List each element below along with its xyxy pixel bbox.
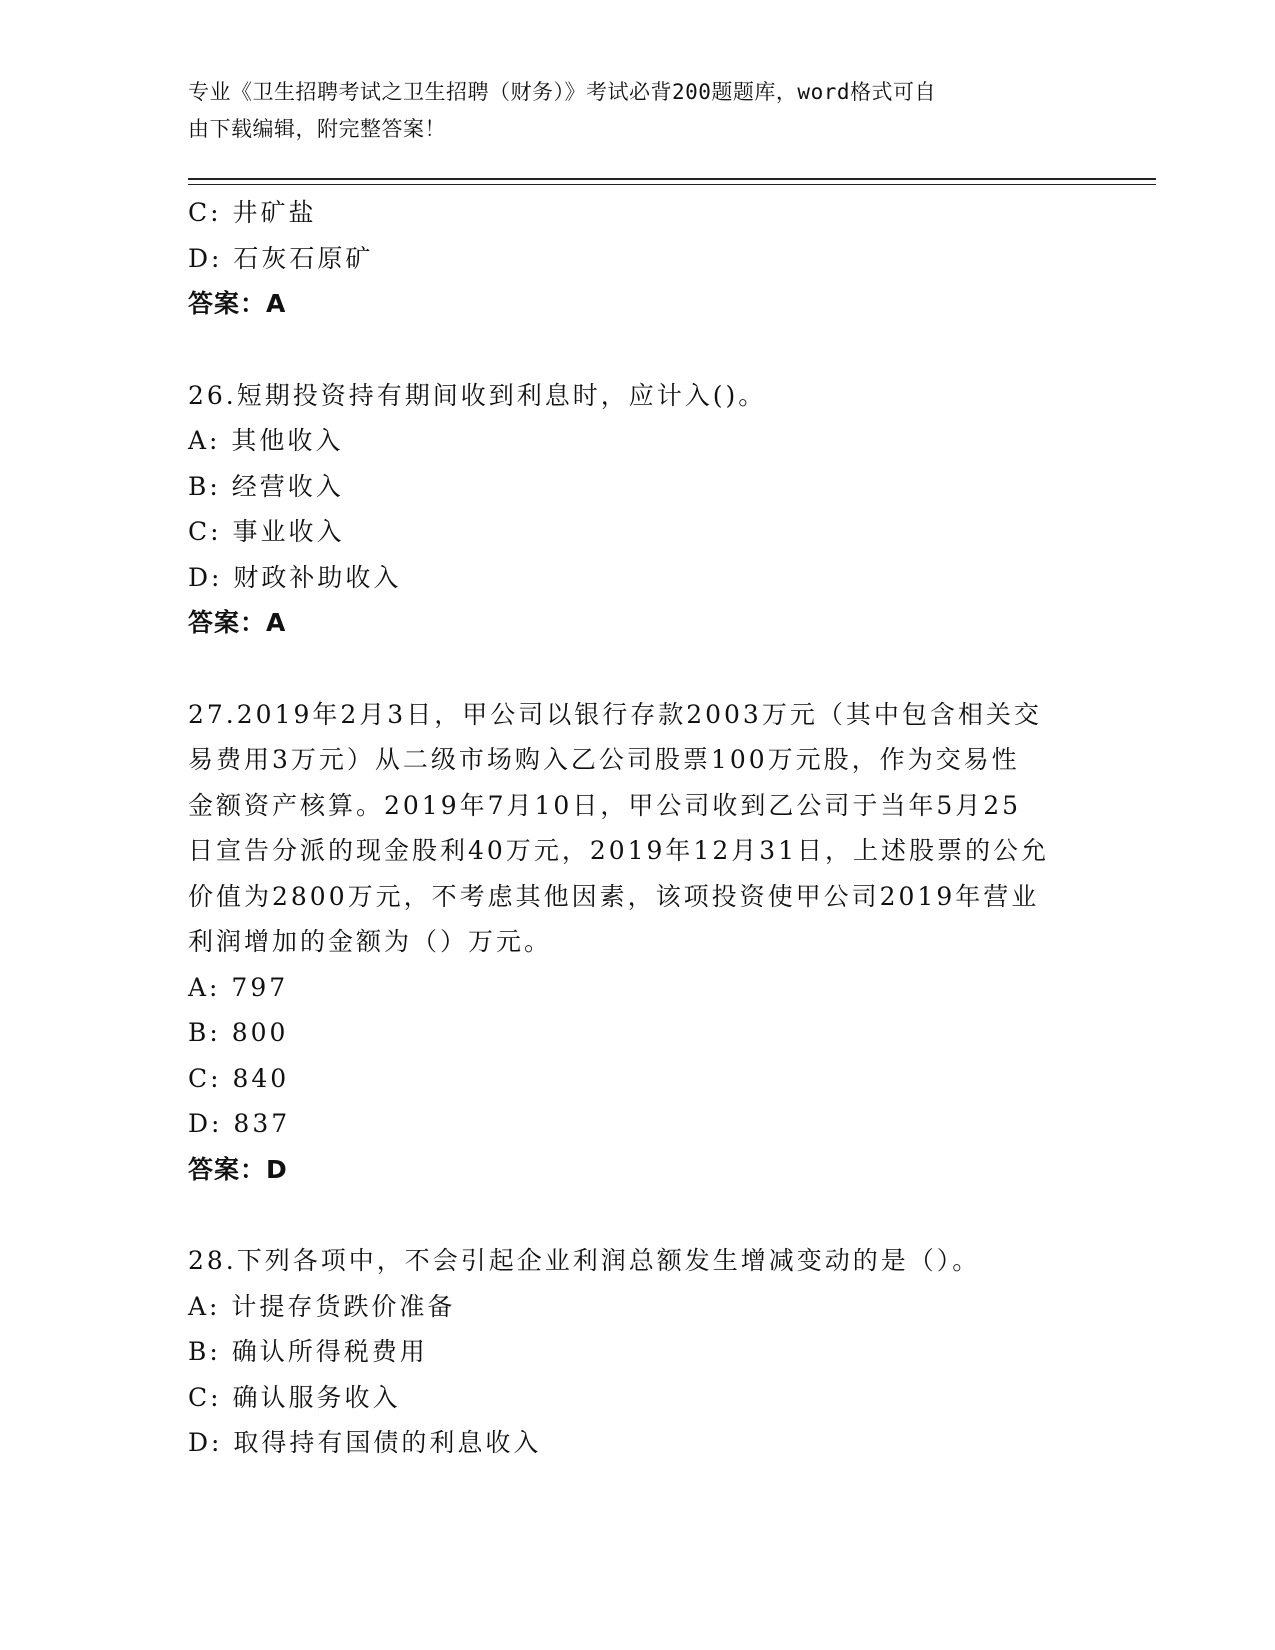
- question-text-line-3: 金额资产核算。2019年7月10日，甲公司收到乙公司于当年5月25: [188, 790, 1022, 820]
- answer-line: 答案：D: [188, 1154, 288, 1184]
- question-text: 26.短期投资持有期间收到利息时，应计入()。: [188, 380, 767, 410]
- question-text-line-1: 27.2019年2月3日，甲公司以银行存款2003万元（其中包含相关交: [188, 699, 1042, 729]
- spacer: [188, 1192, 1088, 1238]
- option-a: A: 计提存货跌价准备: [188, 1291, 456, 1321]
- header-rule-thin: [188, 184, 1156, 185]
- option-b: B: 800: [188, 1018, 289, 1047]
- option-c: C: 事业收入: [188, 517, 345, 546]
- spacer: [188, 646, 1088, 692]
- option-a: A: 其他收入: [188, 426, 344, 455]
- question-26: [188, 373, 1088, 646]
- option-a: A: 797: [188, 972, 289, 1002]
- question-text-line-4: 日宣告分派的现金股利40万元，2019年12月31日，上述股票的公允: [188, 836, 1050, 865]
- option-d: D: 837: [188, 1109, 291, 1138]
- option-b: B: 经营收入: [188, 471, 344, 501]
- answer-line: 答案：A: [188, 289, 287, 318]
- question-content: [188, 190, 1088, 1466]
- answer-line: 答案：A: [188, 608, 287, 637]
- option-d: D: 财政补助收入: [188, 562, 402, 592]
- question-25-tail: [188, 190, 1088, 327]
- option-d: D: 石灰石原矿: [188, 243, 374, 273]
- header-line-1: 专业《卫生招聘考试之卫生招聘（财务）》考试必背200题题库，word格式可自: [188, 80, 936, 104]
- header-rule-thick: [188, 178, 1156, 180]
- option-c: C: 840: [188, 1063, 290, 1093]
- option-d: D: 取得持有国债的利息收入: [188, 1428, 542, 1457]
- question-text-line-5: 价值为2800万元，不考虑其他因素，该项投资使甲公司2019年营业: [188, 881, 1040, 911]
- header-line-2: 由下载编辑，附完整答案！: [188, 117, 446, 141]
- question-28: [188, 1238, 1088, 1466]
- spacer: [188, 327, 1088, 373]
- document-header: [188, 74, 1088, 148]
- question-27: [188, 692, 1088, 1193]
- question-text-line-6: 利润增加的金额为（）万元。: [188, 927, 553, 956]
- option-c: C: 井矿盐: [188, 198, 317, 227]
- option-b: B: 确认所得税费用: [188, 1337, 428, 1366]
- option-c: C: 确认服务收入: [188, 1382, 401, 1412]
- question-text: 28.下列各项中，不会引起企业利润总额发生增减变动的是（）。: [188, 1246, 981, 1275]
- question-text-line-2: 易费用3万元）从二级市场购入乙公司股票100万元股，作为交易性: [188, 745, 1020, 774]
